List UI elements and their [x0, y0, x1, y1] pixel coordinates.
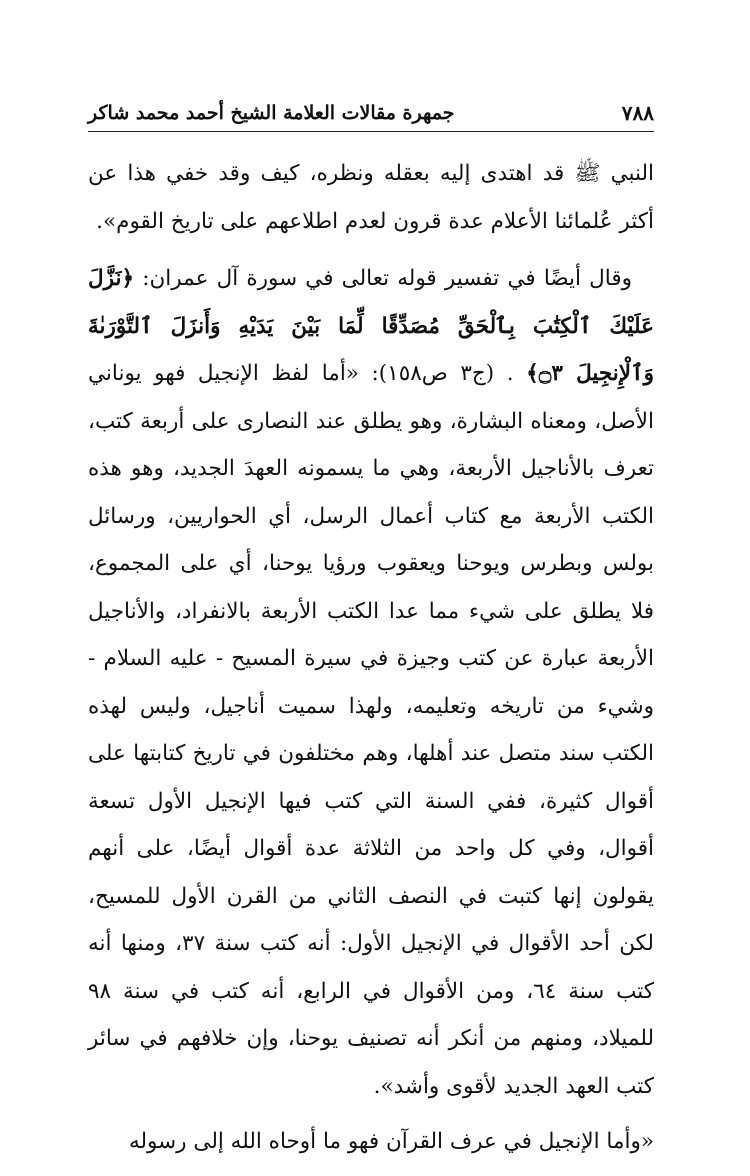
paragraph-2	[88, 255, 654, 1110]
header-rule	[88, 131, 654, 132]
paragraph-2-intro: وقال أيضًا في تفسير قوله تعالى في سورة آل عمران:	[142, 266, 632, 291]
paragraph-3: «وأما الإنجيل في عرف القرآن فهو ما أوحاه الله إلى رسوله	[128, 1129, 654, 1154]
quran-verse: ﴿نَزَّلَ عَلَيْكَ ٱلْكِتَٰبَ بِٱلْحَقِّ مُصَدِّقًا لِّمَا بَيْنَ يَدَيْهِ وَأَنزَلَ ٱلتَّوْرَىٰةَ وَٱلْإِنجِيلَ ۝٣﴾	[88, 266, 655, 386]
running-title: جمهرة مقالات العلامة الشيخ أحمد محمد شاكر	[88, 102, 455, 124]
body-text	[88, 150, 654, 1166]
running-header	[88, 96, 654, 130]
page-number: ٧٨٨	[621, 101, 654, 125]
paragraph-1: النبي ﷺ قد اهتدى إليه بعقله ونظره، كيف وقد خفي هذا عن أكثر عُلمائنا الأعلام عدة قرون لعدم اطلاعهم على تاريخ القوم».	[88, 161, 654, 234]
paragraph-2-text: . (ج٣ ص١٥٨): «أما لفظ الإنجيل فهو يوناني الأصل، ومعناه البشارة، وهو يطلق عند النصارى على أربعة كتب، تعرف بالأناجيل الأربعة، وهي ما يسمونه العهدَ الجديد، وهو هذه الكتب الأربعة مع كتاب أعمال الرسل، أي الحواريين، ورسائل بولس وبطرس ويوحنا ويعقوب ورؤيا يوحنا، أي على المجموع، فلا يطلق على شيء مما عدا الكتب الأربعة بالانفراد، والأناجيل الأربعة عبارة عن كتب وجيزة في سيرة المسيح - عليه السلام - وشيء من تاريخه وتعليمه، ولهذا سميت أناجيل، وليس لهذه الكتب سند متصل عند أهلها، وهم مختلفون في تاريخ كتابتها على أقوال كثيرة، ففي السنة التي كتب فيها الإنجيل الأول تسعة أقوال، وفي كل واحد من الثلاثة عدة أقوال أيضًا، على أنهم يقولون إنها كتبت في النصف الثاني من القرن الأول للمسيح، لكن أحد الأقوال في الإنجيل الأول: أنه كتب سنة ٣٧، ومنها أنه كتب سنة ٦٤، ومن الأقوال في الرابع، أنه كتب في سنة ٩٨ للميلاد، ومنهم من أنكر أنه تصنيف يوحنا، وإن خلافهم في سائر كتب العهد الجديد لأقوى وأشد».	[88, 361, 654, 1099]
